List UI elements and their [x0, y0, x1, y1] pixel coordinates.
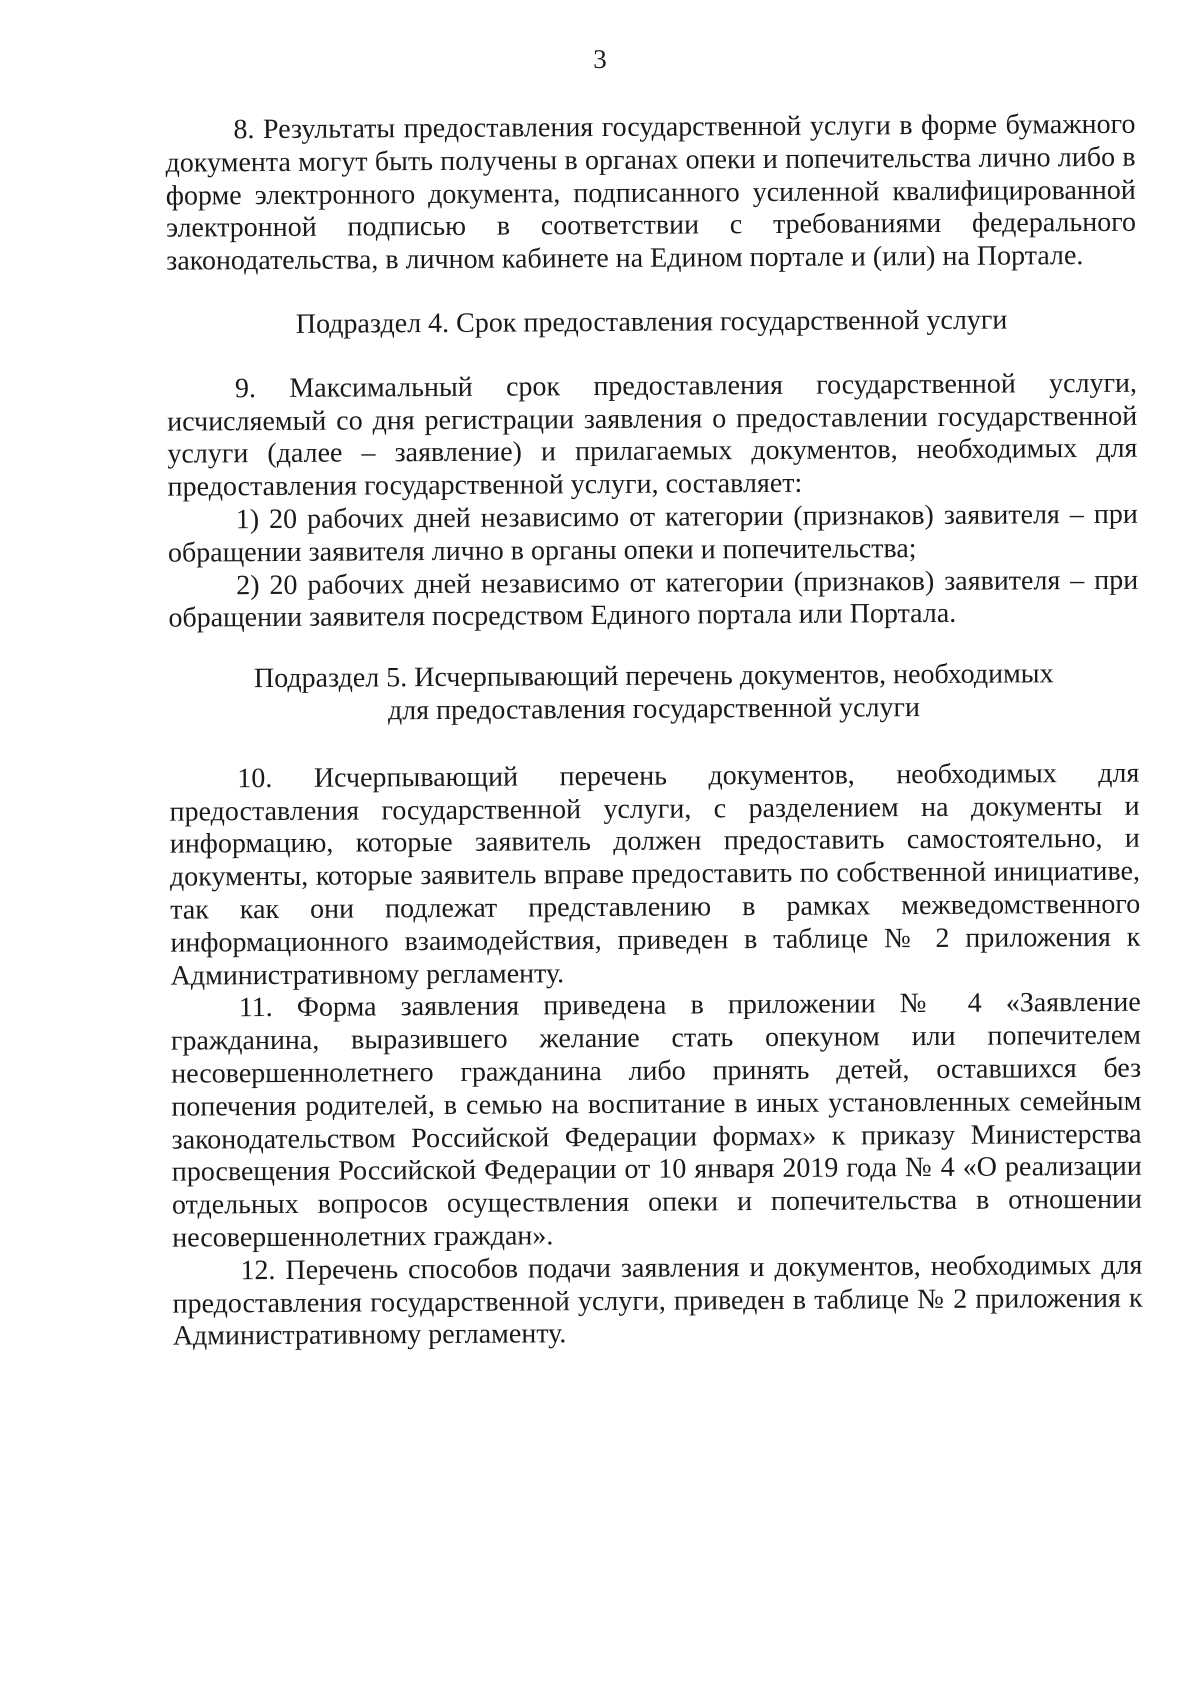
paragraph-12: 12. Перечень способов подачи заявления и документов, необходимых для предоставления государственной услуги, приведен в таблице № 2 приложения к Административному регламенту. — [172, 1249, 1143, 1352]
page-number: 3 — [593, 43, 607, 75]
section-5-heading-line-1: Подраздел 5. Исчерпывающий перечень документов, необходимых — [253, 658, 1054, 695]
paragraph-11: 11. Форма заявления приведена в приложении № 4 «Заявление гражданина, выразившего желание стать опекуном или попечителем несовершеннолетнего гражданина либо принять детей, оставшихся без попечения родителей, в семью на воспитание в иных установленных семейным законодательством Российской Федерации формах» к приказу Министерства просвещения Российской Федерации от 10 января 2019 года № 4 «О реализации отдельных вопросов осуществления опеки и попечительства в отношении несовершеннолетних граждан». — [170, 987, 1143, 1254]
paragraph-8: 8. Результаты предоставления государственной услуги в форме бумажного документа могут быть получены в органах опеки и попечительства лично либо в форме электронного документа, подписанного усиленной квалифицированной электронной подписью в соответствии с требованиями федерального законодательства, в личном кабинете на Едином портале и (или) на Портале. — [165, 108, 1137, 277]
section-5-heading — [169, 658, 1139, 730]
document-body — [165, 109, 1143, 1354]
section-4-heading: Подраздел 4. Срок предоставления государственной услуги — [295, 304, 1008, 340]
section-5-heading-line-2: для предоставления государственной услуги — [387, 692, 921, 727]
paragraph-10: 10. Исчерпывающий перечень документов, необходимых для предоставления государственной услуги, с разделением на документы и информацию, которые заявитель должен предоставить самостоятельно, и документы, которые заявитель вправе предоставить по собственной инициативе, так как они подлежат представлению в рамках межведомственного информационного взаимодействия, приведен в таблице № 2 приложения к Административному регламенту. — [169, 757, 1141, 992]
paragraph-9-item-2: 2) 20 рабочих дней независимо от категории (признаков) заявителя – при обращении заявителя посредством Единого портала или Портала. — [168, 564, 1139, 635]
paragraph-9: 9. Максимальный срок предоставления государственной услуги, исчисляемый со дня регистрации заявления о предоставлении государственной услуги (далее – заявление) и прилагаемых документов, необходимых для предоставления государственной услуги, составляет: — [167, 367, 1138, 503]
paragraph-9-item-1: 1) 20 рабочих дней независимо от категории (признаков) заявителя – при обращении заявителя лично в органы опеки и попечительства; — [167, 498, 1138, 569]
